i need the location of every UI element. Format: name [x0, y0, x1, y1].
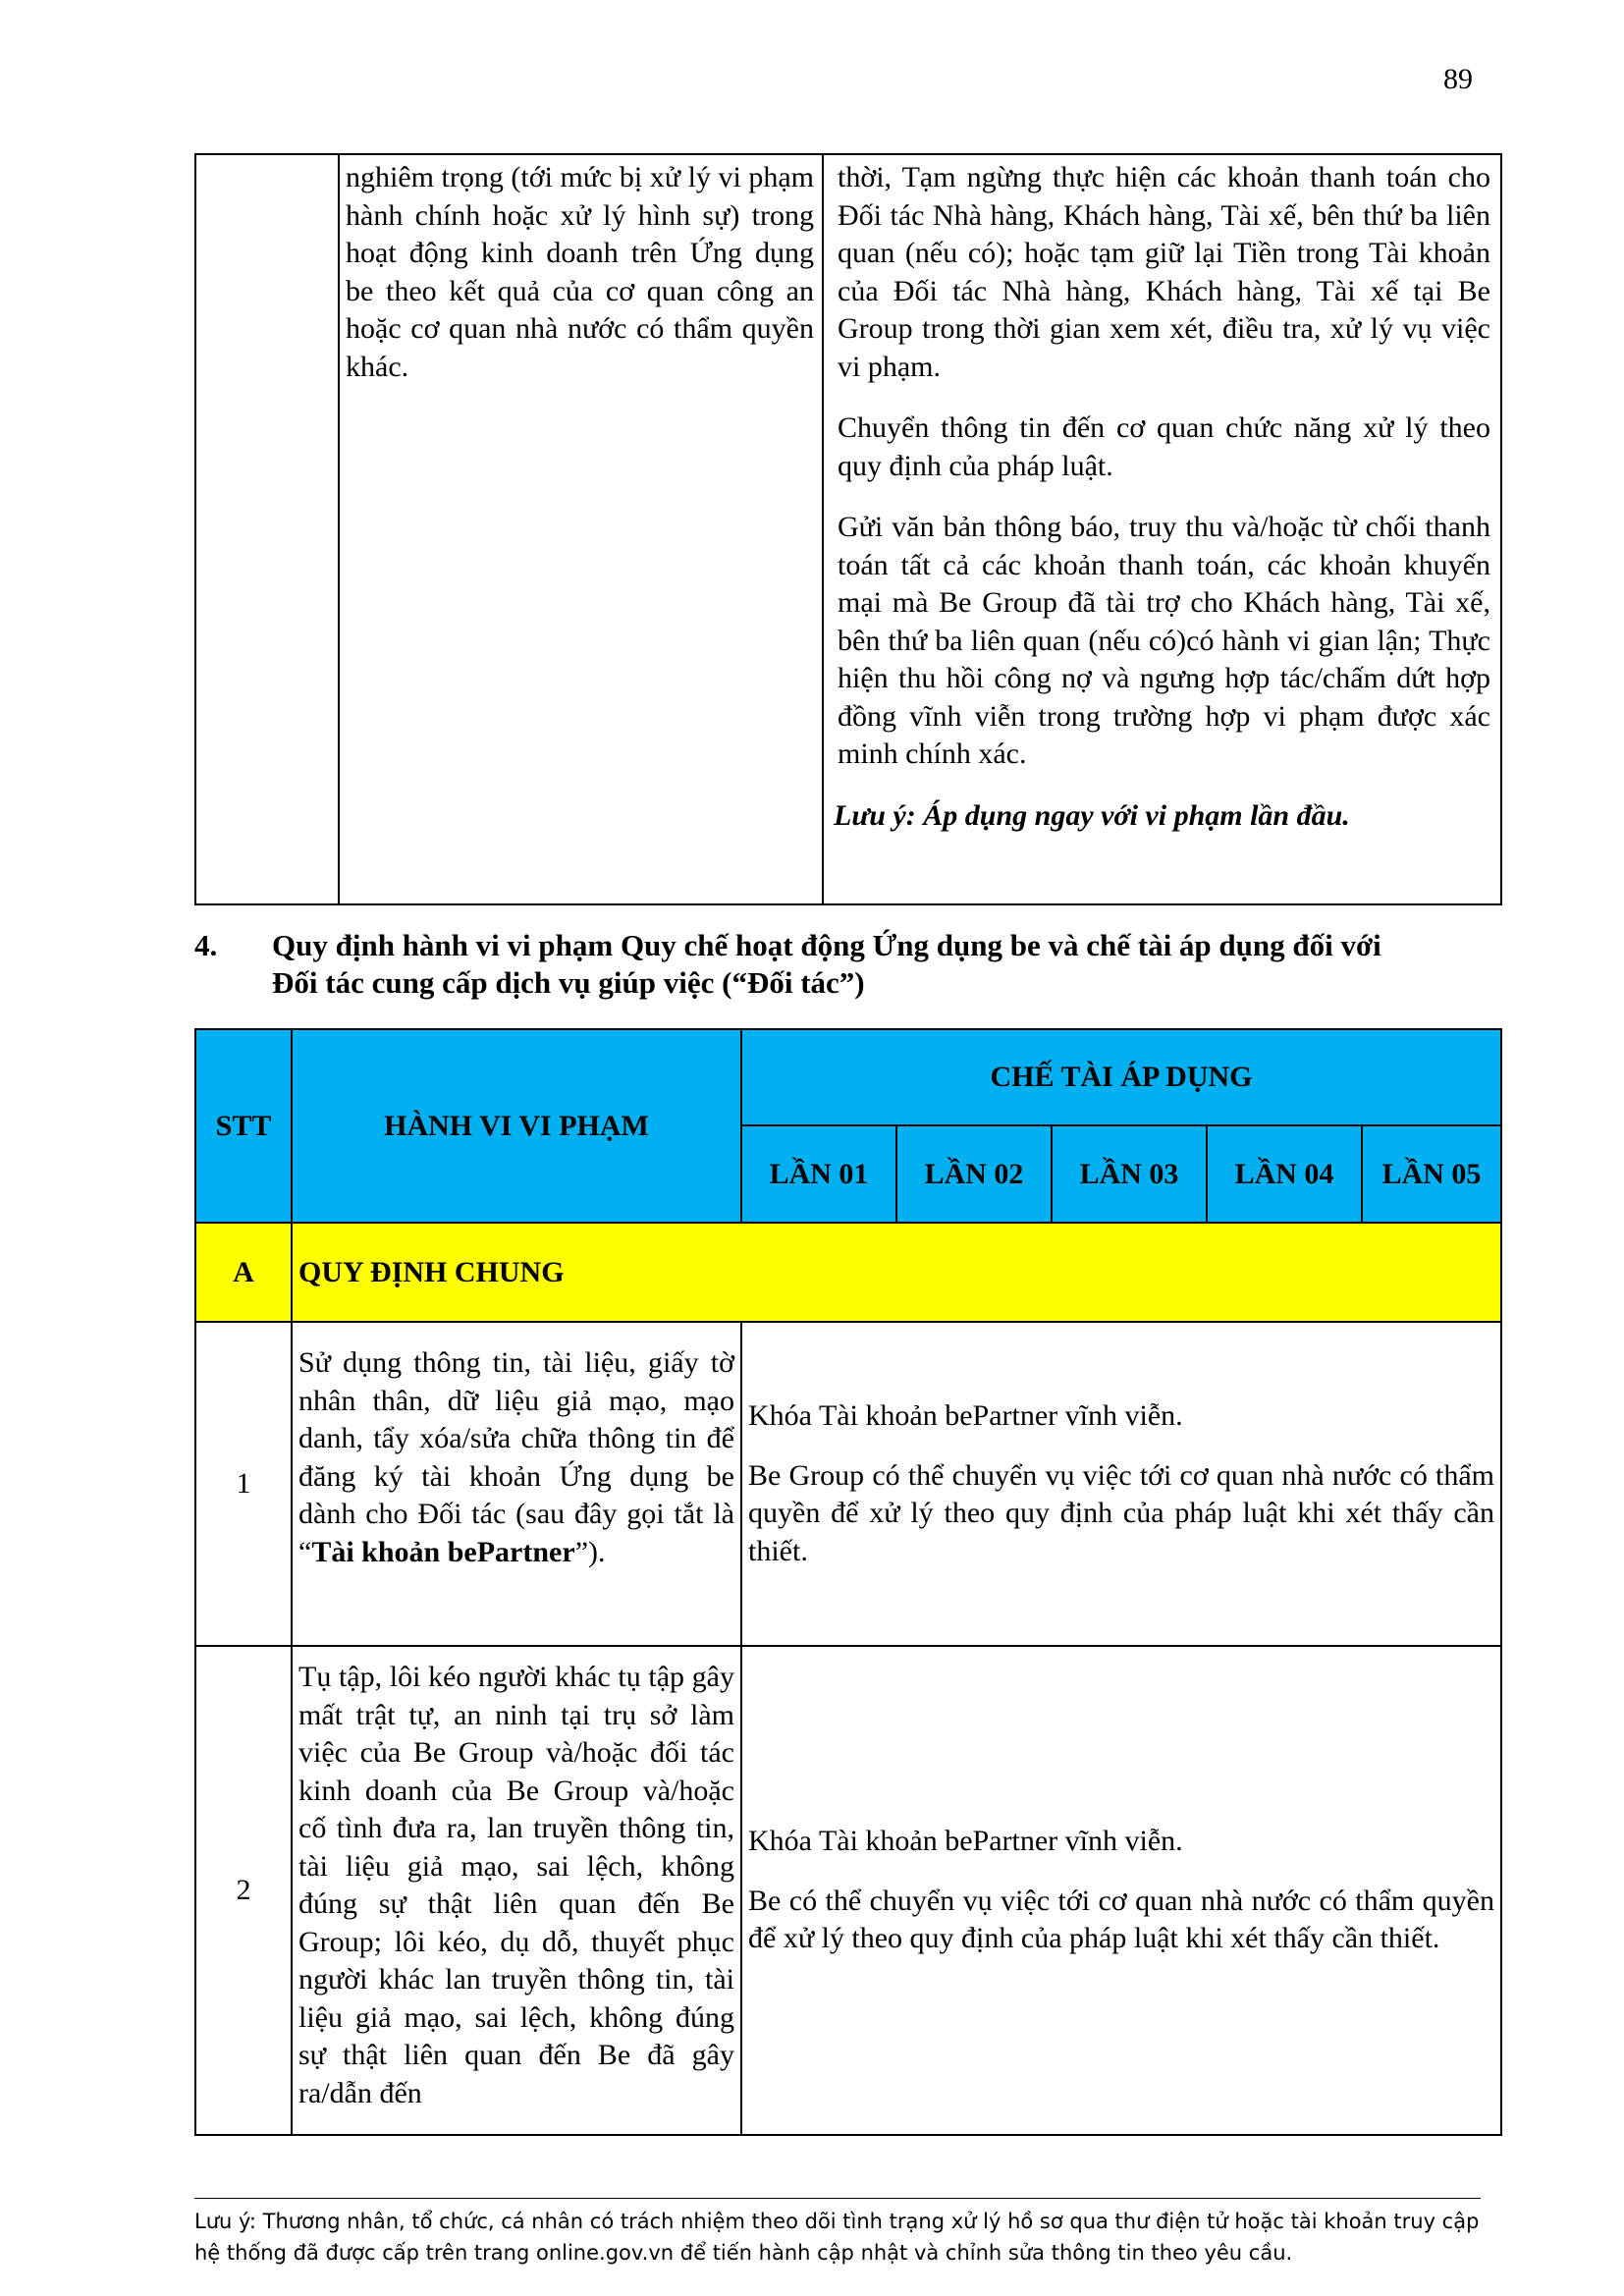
section-a-title: QUY ĐỊNH CHUNG — [292, 1223, 1501, 1322]
header-time-1: LẦN 01 — [741, 1125, 896, 1223]
row-stt: 2 — [195, 1646, 292, 2135]
behavior-term: Tài khoản bePartner — [311, 1535, 575, 1568]
header-time-2: LẦN 02 — [896, 1125, 1052, 1223]
header-sanction: CHẾ TÀI ÁP DỤNG — [741, 1029, 1501, 1125]
continuation-table — [194, 153, 1502, 905]
row-behavior — [292, 1322, 741, 1646]
table-row — [195, 1322, 1501, 1646]
table-row — [195, 1646, 1501, 2135]
continued-behavior-cell: nghiêm trọng (tới mức bị xử lý vi phạm hành chính hoặc xử lý hình sự) trong hoạt động kinh doanh trên Ứng dụng be theo kết quả của cơ quan công an hoặc cơ quan nhà nước có thẩm quyền khác. — [339, 154, 823, 904]
row-behavior: Tụ tập, lôi kéo người khác tụ tập gây mất trật tự, an ninh tại trụ sở làm việc của Be Group và/hoặc đối tác kinh doanh của Be Group và/hoặc cố tình đưa ra, lan truyền thông tin, tài liệu giả mạo, sai lệch, không đúng sự thật liên quan đến Be Group; lôi kéo, dụ dỗ, thuyết phục người khác lan truyền thông tin, tài liệu giả mạo, sai lệch, không đúng sự thật liên quan đến Be đã gây ra/dẫn đến — [292, 1646, 741, 2135]
section-number: 4. — [194, 928, 218, 962]
row-stt: 1 — [195, 1322, 292, 1646]
first-violation-note: Lưu ý: Áp dụng ngay với vi phạm lần đầu. — [834, 798, 1350, 832]
sanction-paragraph: Chuyển thông tin đến cơ quan chức năng xử lý theo quy định của pháp luật. — [838, 411, 1490, 482]
behavior-text: Sử dụng thông tin, tài liệu, giấy tờ nhân thân, dữ liệu giả mạo, mạo danh, tẩy xóa/sửa chữa thông tin để đăng ký tài khoản Ứng dụng be dành cho Đối tác (sau đây gọi tắt là “ — [298, 1346, 734, 1568]
header-time-5: LẦN 05 — [1362, 1125, 1501, 1223]
sanction-transfer-authority: Be có thể chuyển vụ việc tới cơ quan nhà nước có thẩm quyền để xử lý theo quy định của pháp luật khi xét thấy cần thiết. — [748, 1884, 1494, 1955]
sanction-table — [194, 1028, 1502, 2136]
sanction-transfer-authority: Be Group có thể chuyển vụ việc tới cơ quan nhà nước có thẩm quyền để xử lý theo quy định của pháp luật khi xét thấy cần thiết. — [748, 1458, 1494, 1567]
header-time-4: LẦN 04 — [1207, 1125, 1362, 1223]
footer-divider — [194, 2198, 1481, 2199]
header-time-3: LẦN 03 — [1052, 1125, 1207, 1223]
section-a-code: A — [195, 1223, 292, 1322]
sanction-paragraph: Gửi văn bản thông báo, truy thu và/hoặc từ chối thanh toán tất cả các khoản thanh toán, các khoản khuyến mại mà Be Group đã tài trợ cho Khách hàng, Tài xế, bên thứ ba liên quan (nếu có)có hành vi gian lận; Thực hiện thu hồi công nợ và ngưng hợp tác/chấm dứt hợp đồng vĩnh viễn trong trường hợp vi phạm được xác minh chính xác. — [838, 511, 1490, 770]
continued-sanction-cell — [823, 154, 1501, 904]
footer-note: Lưu ý: Thương nhân, tổ chức, cá nhân có trách nhiệm theo dõi tình trạng xử lý hồ sơ qua thư điện tử hoặc tài khoản truy cập hệ thống đã được cấp trên trang online.gov.vn để tiến hành cập nhật và chỉnh sửa thông tin theo yêu cầu. — [194, 2210, 1480, 2265]
header-behavior: HÀNH VI VI PHẠM — [292, 1029, 741, 1223]
header-stt: STT — [195, 1029, 292, 1223]
row-sanction — [741, 1322, 1501, 1646]
section-title: Quy định hành vi vi phạm Quy chế hoạt động Ứng dụng be và chế tài áp dụng đối với Đối tác cung cấp dịch vụ giúp việc (“Đối tác”) — [272, 928, 1381, 1000]
row-sanction — [741, 1646, 1501, 2135]
page-number: 89 — [1443, 63, 1473, 95]
sanction-paragraph: thời, Tạm ngừng thực hiện các khoản thanh toán cho Đối tác Nhà hàng, Khách hàng, Tài xế, bên thứ ba liên quan (nếu có); hoặc tạm giữ lại Tiền trong Tài khoản của Đối tác Nhà hàng, Khách hàng, Tài xế tại Be Group trong thời gian xem xét, điều tra, xử lý vụ việc vi phạm. — [838, 161, 1490, 383]
section-4-heading — [194, 927, 1412, 1002]
stt-cell-empty — [195, 154, 339, 904]
sanction-lock-account: Khóa Tài khoản bePartner vĩnh viễn. — [748, 1399, 1183, 1432]
sanction-lock-account: Khóa Tài khoản bePartner vĩnh viễn. — [748, 1825, 1183, 1858]
behavior-text-end: ”). — [574, 1535, 606, 1568]
